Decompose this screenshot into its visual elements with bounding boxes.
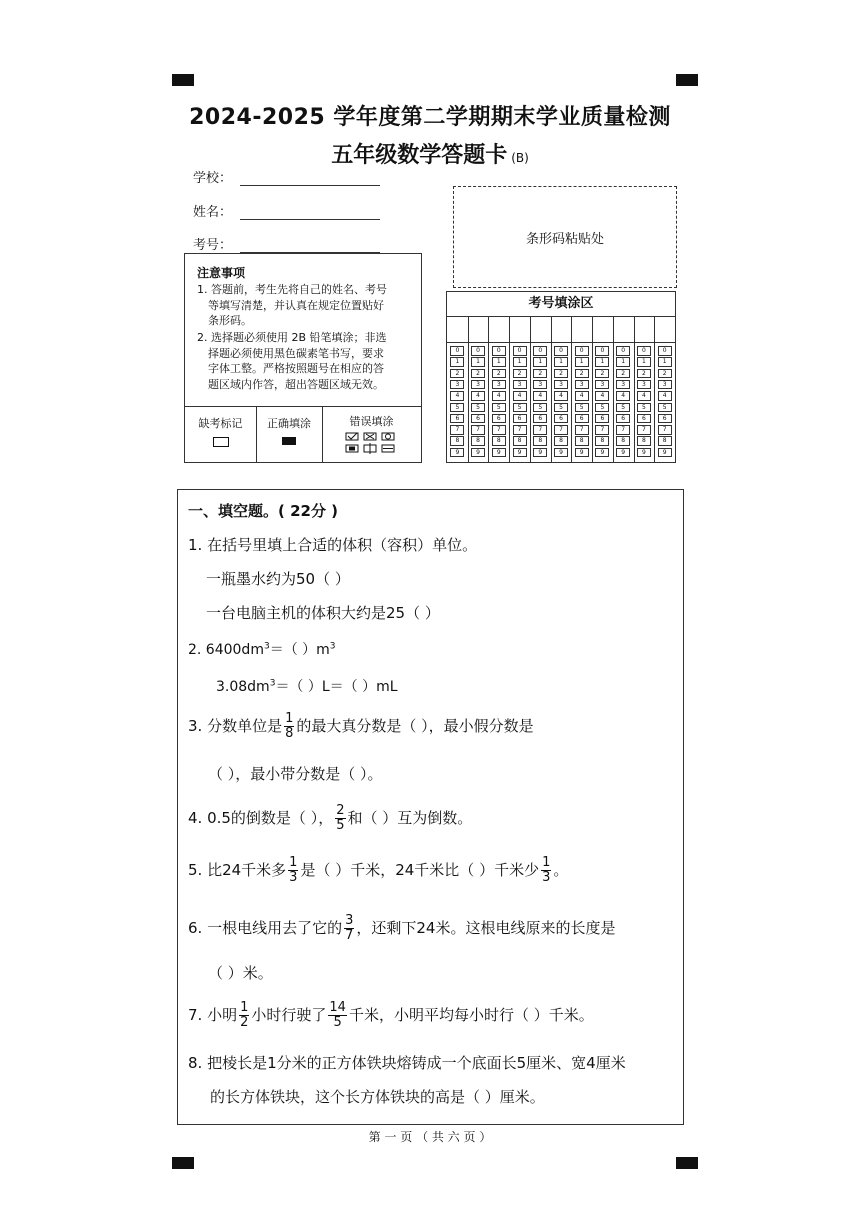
id-digit-bubble[interactable]: 0 xyxy=(637,346,651,356)
id-grid-title: 考号填涂区 xyxy=(447,292,675,317)
q5-mid: 是（ ）千米，24千米比（ ）千米少 xyxy=(300,861,540,879)
id-digit-bubble[interactable]: 7 xyxy=(616,425,630,435)
question-3b[interactable]: （ ），最小带分数是（ ）。 xyxy=(208,765,383,783)
id-digit-bubble[interactable]: 0 xyxy=(513,346,527,356)
id-digit-bubble[interactable]: 8 xyxy=(658,436,672,446)
id-digit-bubble[interactable]: 9 xyxy=(637,448,651,458)
id-digit-write-box[interactable] xyxy=(634,316,655,343)
id-digit-bubble[interactable]: 1 xyxy=(450,357,464,367)
id-digit-write-box[interactable] xyxy=(468,316,489,343)
question-1a[interactable]: 一瓶墨水约为50（ ） xyxy=(206,570,350,588)
q7-pre: 7. 小明 xyxy=(188,1006,238,1024)
wrong-label: 错误填涂 xyxy=(349,415,394,428)
notice-line: 字体工整。严格按照题号在相应的答 xyxy=(208,362,384,375)
id-grid-column xyxy=(551,316,573,462)
notice-box xyxy=(184,253,422,463)
question-8b[interactable]: 的长方体铁块，这个长方体铁块的高是（ ）厘米。 xyxy=(210,1088,545,1106)
fraction xyxy=(541,856,551,885)
numerator: 2 xyxy=(336,803,345,818)
id-digit-write-box[interactable] xyxy=(488,316,509,343)
id-digit-bubble[interactable]: 6 xyxy=(554,414,568,424)
numerator: 1 xyxy=(542,855,551,870)
id-digit-bubble[interactable]: 2 xyxy=(575,369,589,379)
id-digit-bubble[interactable]: 8 xyxy=(513,436,527,446)
id-digit-bubble[interactable]: 5 xyxy=(533,403,547,413)
id-digit-bubble[interactable]: 4 xyxy=(658,391,672,401)
id-digit-bubble[interactable]: 2 xyxy=(492,369,506,379)
id-digit-bubble[interactable]: 2 xyxy=(595,369,609,379)
id-digit-bubble[interactable]: 0 xyxy=(575,346,589,356)
id-digit-bubble[interactable]: 6 xyxy=(471,414,485,424)
id-digit-bubble[interactable]: 2 xyxy=(658,369,672,379)
cube-sup: 3 xyxy=(263,641,270,652)
section-heading: 一、填空题。( 22分 ) xyxy=(188,502,339,520)
denominator: 8 xyxy=(285,726,294,741)
id-digit-bubble[interactable]: 4 xyxy=(513,391,527,401)
numerator: 14 xyxy=(329,1000,346,1015)
id-digit-bubble[interactable]: 9 xyxy=(450,448,464,458)
id-digit-bubble[interactable]: 8 xyxy=(637,436,651,446)
q5-pre: 5. 比24千米多 xyxy=(188,861,287,879)
id-digit-bubble[interactable]: 6 xyxy=(492,414,506,424)
id-grid-column xyxy=(571,316,593,462)
name-blank[interactable] xyxy=(240,207,380,220)
id-digit-bubble[interactable]: 3 xyxy=(575,380,589,390)
id-digit-bubble[interactable]: 7 xyxy=(575,425,589,435)
id-digit-bubble[interactable]: 0 xyxy=(471,346,485,356)
id-digit-bubble[interactable]: 7 xyxy=(450,425,464,435)
id-digit-bubble[interactable]: 9 xyxy=(533,448,547,458)
id-digit-bubble[interactable]: 5 xyxy=(595,403,609,413)
id-digit-bubble[interactable]: 0 xyxy=(533,346,547,356)
id-digit-bubble[interactable]: 4 xyxy=(554,391,568,401)
q2a-pre: 2. 6400dm xyxy=(188,642,264,658)
question-1: 1. 在括号里填上合适的体积（容积）单位。 xyxy=(188,536,478,554)
id-digit-bubble[interactable]: 5 xyxy=(637,403,651,413)
id-digit-bubble[interactable]: 8 xyxy=(471,436,485,446)
question-7[interactable] xyxy=(188,1001,594,1030)
id-digit-bubble[interactable]: 1 xyxy=(533,357,547,367)
id-digit-bubble[interactable]: 4 xyxy=(450,391,464,401)
q2b-pre: 3.08dm xyxy=(216,679,270,695)
fill-legend xyxy=(185,406,421,463)
id-digit-bubble[interactable]: 2 xyxy=(450,369,464,379)
id-digit-bubble[interactable]: 5 xyxy=(492,403,506,413)
fraction xyxy=(284,712,294,741)
name-field[interactable] xyxy=(193,201,380,220)
version-label: (B) xyxy=(511,151,529,165)
id-grid-column xyxy=(509,316,531,462)
id-digit-bubble[interactable]: 1 xyxy=(492,357,506,367)
id-digit-bubble[interactable]: 4 xyxy=(575,391,589,401)
cube-sup: 3 xyxy=(329,641,336,652)
id-digit-bubble[interactable]: 0 xyxy=(658,346,672,356)
notice-line: 2. 选择题必须使用 2B 铅笔填涂；非选 xyxy=(197,331,387,344)
id-digit-bubble[interactable]: 2 xyxy=(533,369,547,379)
q7-post: 千米，小明平均每小时行（ ）千米。 xyxy=(348,1006,594,1024)
numerator: 1 xyxy=(240,1000,249,1015)
fraction xyxy=(239,1001,249,1030)
question-6b[interactable]: （ ）米。 xyxy=(208,964,273,982)
question-8a: 8. 把棱长是1分米的正方体铁块熔铸成一个底面长5厘米、宽4厘米 xyxy=(188,1054,626,1072)
id-digit-bubble[interactable]: 1 xyxy=(575,357,589,367)
cube-sup: 3 xyxy=(269,678,276,689)
id-digit-bubble[interactable]: 6 xyxy=(658,414,672,424)
numerator: 3 xyxy=(345,913,354,928)
legend-correct xyxy=(256,407,323,463)
q6-pre: 6. 一根电线用去了它的 xyxy=(188,919,343,937)
id-digit-bubble[interactable]: 3 xyxy=(450,380,464,390)
id-digit-bubble[interactable]: 6 xyxy=(595,414,609,424)
id-digit-bubble[interactable]: 3 xyxy=(637,380,651,390)
id-grid-column xyxy=(530,316,552,462)
wrong-fill-samples-icon xyxy=(344,431,400,455)
id-digit-bubble[interactable]: 1 xyxy=(595,357,609,367)
id-digit-bubble[interactable]: 9 xyxy=(492,448,506,458)
id-grid-column xyxy=(634,316,656,462)
id-digit-bubble[interactable]: 6 xyxy=(575,414,589,424)
id-digit-bubble[interactable]: 1 xyxy=(658,357,672,367)
id-digit-bubble[interactable]: 5 xyxy=(554,403,568,413)
id-digit-bubble[interactable]: 8 xyxy=(450,436,464,446)
subtitle-text: 五年级数学答题卡 xyxy=(331,143,508,168)
absent-box[interactable] xyxy=(213,437,229,447)
q4-post: 和（ ）互为倒数。 xyxy=(347,809,473,827)
q3-pre: 3. 分数单位是 xyxy=(188,717,283,735)
registration-mark xyxy=(172,1157,194,1169)
id-digit-bubble[interactable]: 6 xyxy=(533,414,547,424)
id-digit-bubble[interactable]: 7 xyxy=(492,425,506,435)
registration-mark xyxy=(676,74,698,86)
id-digit-bubble[interactable]: 9 xyxy=(471,448,485,458)
page-footer: 第 一 页 （ 共 六 页 ） xyxy=(368,1130,492,1144)
question-3[interactable] xyxy=(188,712,534,741)
id-digit-bubble[interactable]: 3 xyxy=(471,380,485,390)
id-digit-write-box[interactable] xyxy=(447,316,468,343)
q4-pre: 4. 0.5的倒数是（ ）， xyxy=(188,809,334,827)
id-digit-write-box[interactable] xyxy=(592,316,613,343)
id-digit-bubble[interactable]: 3 xyxy=(616,380,630,390)
id-digit-bubble[interactable]: 1 xyxy=(471,357,485,367)
denominator: 2 xyxy=(240,1015,249,1030)
id-digit-bubble[interactable]: 2 xyxy=(513,369,527,379)
q6-post: ，还剩下24米。这根电线原来的长度是 xyxy=(356,919,616,937)
exam-title: 2024-2025 学年度第二学期期末学业质量检测 xyxy=(189,105,671,130)
question-6[interactable] xyxy=(188,914,615,943)
id-digit-bubble[interactable]: 9 xyxy=(616,448,630,458)
fraction xyxy=(344,914,354,943)
numerator: 1 xyxy=(285,711,294,726)
id-digit-bubble[interactable]: 5 xyxy=(616,403,630,413)
id-digit-bubble[interactable]: 2 xyxy=(637,369,651,379)
id-digit-write-box[interactable] xyxy=(613,316,634,343)
id-digit-bubble[interactable]: 5 xyxy=(658,403,672,413)
notice-line: 等填写清楚，并认真在规定位置贴好 xyxy=(208,298,384,312)
question-5[interactable] xyxy=(188,856,568,885)
id-digit-write-box[interactable] xyxy=(530,316,551,343)
id-digit-bubble[interactable]: 7 xyxy=(554,425,568,435)
id-digit-bubble[interactable]: 8 xyxy=(554,436,568,446)
notice-line: 条形码。 xyxy=(208,314,252,327)
id-digit-bubble[interactable]: 1 xyxy=(616,357,630,367)
school-blank[interactable] xyxy=(240,173,380,186)
question-4[interactable] xyxy=(188,804,472,833)
id-digit-bubble[interactable]: 7 xyxy=(637,425,651,435)
id-digit-bubble[interactable]: 0 xyxy=(616,346,630,356)
id-digit-bubble[interactable]: 5 xyxy=(450,403,464,413)
school-label: 学校： xyxy=(193,171,233,186)
question-2b[interactable] xyxy=(216,676,398,696)
id-digit-bubble[interactable]: 8 xyxy=(533,436,547,446)
id-digit-bubble[interactable]: 7 xyxy=(533,425,547,435)
id-grid-column xyxy=(468,316,490,462)
absent-label: 缺考标记 xyxy=(198,417,243,430)
id-digit-bubble[interactable]: 9 xyxy=(575,448,589,458)
denominator: 3 xyxy=(289,870,298,885)
fraction xyxy=(288,856,298,885)
barcode-label: 条形码粘贴处 xyxy=(525,231,604,247)
correct-fill-sample xyxy=(282,437,296,445)
legend-absent xyxy=(185,407,257,463)
id-digit-bubble[interactable]: 7 xyxy=(513,425,527,435)
id-digit-bubble[interactable]: 3 xyxy=(595,380,609,390)
id-digit-bubble[interactable]: 5 xyxy=(513,403,527,413)
id-digit-bubble[interactable]: 1 xyxy=(637,357,651,367)
section-fill-blank xyxy=(177,489,684,1125)
id-grid-column xyxy=(654,316,675,462)
id-digit-bubble[interactable]: 9 xyxy=(658,448,672,458)
id-digit-bubble[interactable]: 4 xyxy=(533,391,547,401)
id-digit-bubble[interactable]: 6 xyxy=(450,414,464,424)
q7-mid: 小时行驶了 xyxy=(251,1006,327,1024)
denominator: 5 xyxy=(336,818,345,833)
id-grid-column xyxy=(447,316,469,462)
id-digit-bubble[interactable]: 0 xyxy=(554,346,568,356)
id-digit-bubble[interactable]: 0 xyxy=(595,346,609,356)
id-digit-write-box[interactable] xyxy=(551,316,572,343)
id-digit-bubble[interactable]: 1 xyxy=(513,357,527,367)
fraction xyxy=(335,804,345,833)
question-2a[interactable] xyxy=(188,639,336,659)
fraction xyxy=(328,1001,347,1030)
id-digit-bubble[interactable]: 4 xyxy=(616,391,630,401)
id-digit-bubble[interactable]: 4 xyxy=(595,391,609,401)
numerator: 1 xyxy=(289,855,298,870)
id-grid-column xyxy=(592,316,614,462)
id-digit-bubble[interactable]: 3 xyxy=(492,380,506,390)
id-digit-bubble[interactable]: 6 xyxy=(637,414,651,424)
id-digit-bubble[interactable]: 8 xyxy=(575,436,589,446)
school-field[interactable] xyxy=(193,167,380,186)
name-label: 姓名： xyxy=(193,205,233,220)
notice-item-1 xyxy=(197,282,417,329)
id-digit-bubble[interactable]: 3 xyxy=(513,380,527,390)
question-1b[interactable]: 一台电脑主机的体积大约是25（ ） xyxy=(206,604,440,622)
id-digit-bubble[interactable]: 2 xyxy=(554,369,568,379)
id-digit-bubble[interactable]: 6 xyxy=(616,414,630,424)
id-digit-bubble[interactable]: 2 xyxy=(471,369,485,379)
notice-line: 题区域内作答，超出答题区域无效。 xyxy=(208,377,384,391)
id-digit-bubble[interactable]: 5 xyxy=(575,403,589,413)
id-digit-bubble[interactable]: 7 xyxy=(595,425,609,435)
legend-wrong xyxy=(322,407,421,463)
denominator: 5 xyxy=(333,1015,342,1030)
notice-title: 注意事项 xyxy=(197,266,246,280)
barcode-area xyxy=(453,186,677,288)
id-digit-bubble[interactable]: 4 xyxy=(492,391,506,401)
q2a-post: ＝（ ）m xyxy=(269,642,330,658)
id-digit-bubble[interactable]: 3 xyxy=(554,380,568,390)
id-digit-bubble[interactable]: 8 xyxy=(492,436,506,446)
denominator: 7 xyxy=(345,928,354,943)
id-digit-write-box[interactable] xyxy=(509,316,530,343)
id-digit-bubble[interactable]: 4 xyxy=(471,391,485,401)
id-digit-bubble[interactable]: 8 xyxy=(595,436,609,446)
id-label: 考号： xyxy=(193,238,233,253)
notice-line: 1. 答题前，考生先将自己的姓名、考号 xyxy=(197,283,387,296)
registration-mark xyxy=(172,74,194,86)
denominator: 3 xyxy=(542,870,551,885)
id-digit-bubble[interactable]: 3 xyxy=(658,380,672,390)
id-digit-bubble[interactable]: 9 xyxy=(513,448,527,458)
id-digit-bubble[interactable]: 5 xyxy=(471,403,485,413)
id-digit-bubble[interactable]: 9 xyxy=(554,448,568,458)
exam-subtitle xyxy=(0,138,860,169)
id-digit-bubble[interactable]: 1 xyxy=(554,357,568,367)
q2b-post: ＝（ ）L＝（ ）mL xyxy=(275,679,398,695)
id-digit-bubble[interactable]: 8 xyxy=(616,436,630,446)
id-fill-grid xyxy=(446,291,676,463)
id-digit-bubble[interactable]: 7 xyxy=(658,425,672,435)
id-digit-write-box[interactable] xyxy=(571,316,592,343)
id-digit-bubble[interactable]: 0 xyxy=(450,346,464,356)
q5-end: 。 xyxy=(553,861,569,879)
id-digit-bubble[interactable]: 3 xyxy=(533,380,547,390)
id-digit-bubble[interactable]: 6 xyxy=(513,414,527,424)
correct-label: 正确填涂 xyxy=(267,417,311,430)
id-digit-bubble[interactable]: 9 xyxy=(595,448,609,458)
notice-line: 择题必须使用黑色碳素笔书写，要求 xyxy=(208,346,384,360)
q3-post: 的最大真分数是（ ），最小假分数是 xyxy=(296,717,534,735)
id-digit-bubble[interactable]: 7 xyxy=(471,425,485,435)
registration-mark xyxy=(676,1157,698,1169)
id-blank[interactable] xyxy=(240,240,380,253)
id-digit-write-box[interactable] xyxy=(654,316,675,343)
id-grid-column xyxy=(613,316,635,462)
id-digit-bubble[interactable]: 4 xyxy=(637,391,651,401)
id-grid-column xyxy=(488,316,510,462)
id-digit-bubble[interactable]: 0 xyxy=(492,346,506,356)
id-field[interactable] xyxy=(193,234,380,253)
id-digit-bubble[interactable]: 2 xyxy=(616,369,630,379)
notice-item-2 xyxy=(197,330,417,392)
